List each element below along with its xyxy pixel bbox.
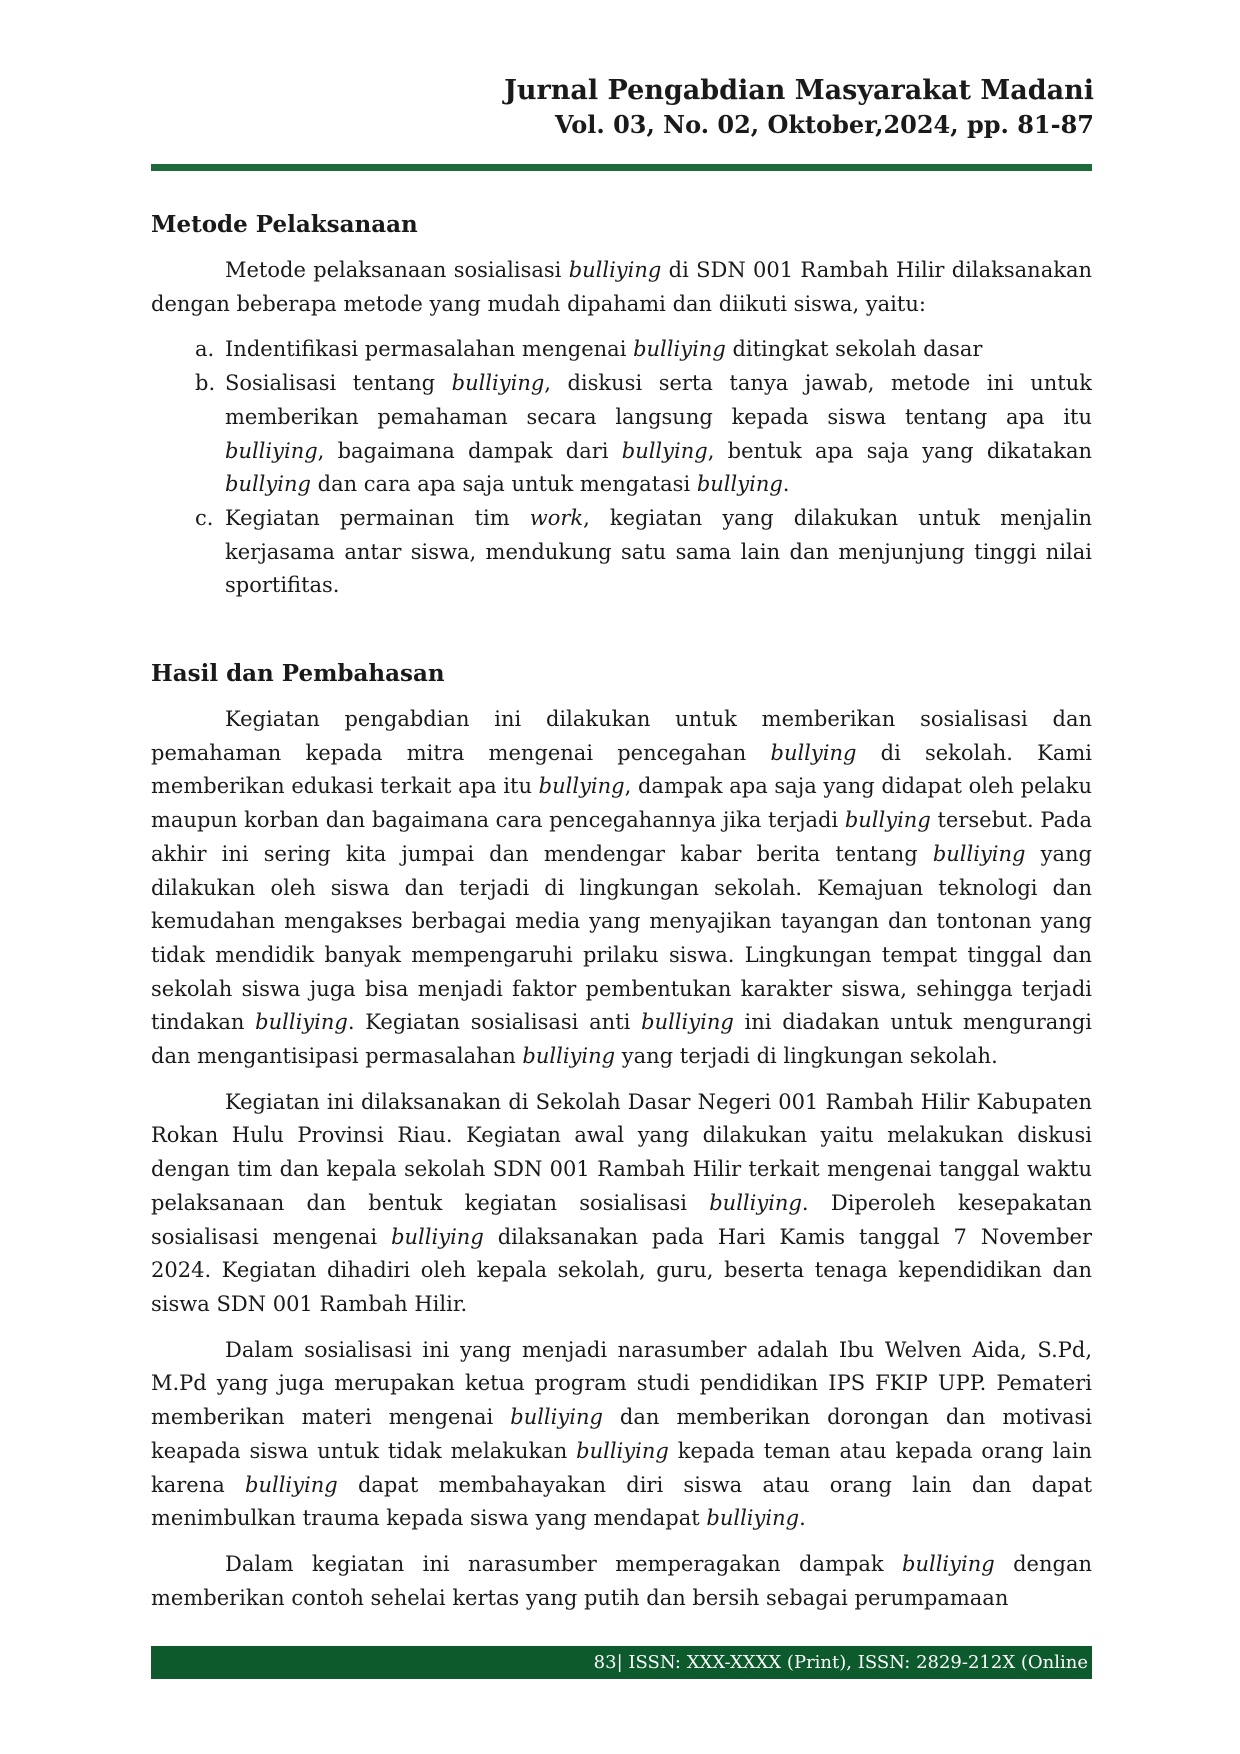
list-marker: b. <box>195 371 216 396</box>
list-item <box>151 502 1092 603</box>
metode-intro-paragraph: Metode pelaksanaan sosialisasi bulliying di SDN 001 Rambah Hilir dilaksanakan dengan beberapa metode yang mudah dipahami dan diikuti siswa, yaitu: <box>151 258 1092 316</box>
list-item <box>151 367 1092 502</box>
hasil-paragraph: Dalam sosialisasi ini yang menjadi narasumber adalah Ibu Welven Aida, S.Pd, M.Pd yang juga merupakan ketua program studi pendidikan IPS FKIP UPP. Pemateri memberikan materi mengenai bulliying dan memberikan dorongan dan motivasi keapada siswa untuk tidak melakukan bulliying kepada teman atau kepada orang lain karena bulliying dapat membahayakan diri siswa atau orang lain dan dapat menimbulkan trauma kepada siswa yang mendapat bulliying. <box>151 1337 1093 1531</box>
hasil-paragraph: Kegiatan pengabdian ini dilakukan untuk memberikan sosialisasi dan pemahaman kepada mitra mengenai pencegahan bullying di sekolah. Kami memberikan edukasi terkait apa itu bullying, dampak apa saja yang didapat oleh pelaku maupun korban dan bagaimana cara pencegahannya jika terjadi bullying tersebut. Pada akhir ini sering kita jumpai dan mendengar kabar berita tentang bulliying yang dilakukan oleh siswa dan terjadi di lingkungan sekolah. Kemajuan teknologi dan kemudahan mengakses berbagai media yang menyajikan tayangan dan tontonan yang tidak mendidik banyak mempengaruhi prilaku siswa. Lingkungan tempat tinggal dan sekolah siswa juga bisa menjadi faktor pembentukan karakter siswa, sehingga terjadi tindakan bulliying. Kegiatan sosialisasi anti bulliying ini diadakan untuk mengurangi dan mengantisipasi permasalahan bulliying yang terjadi di lingkungan sekolah. <box>151 707 1093 1069</box>
hasil-paragraph: Kegiatan ini dilaksanakan di Sekolah Dasar Negeri 001 Rambah Hilir Kabupaten Rokan Hulu Provinsi Riau. Kegiatan awal yang dilakukan yaitu melakukan diskusi dengan tim dan kepala sekolah SDN 001 Rambah Hilir terkait mengenai tanggal waktu pelaksanaan dan bentuk kegiatan sosialisasi bulliying. Diperoleh kesepakatan sosialisasi mengenai bulliying dilaksanakan pada Hari Kamis tanggal 7 November 2024. Kegiatan dihadiri oleh kepala sekolah, guru, beserta tenaga kependidikan dan siswa SDN 001 Rambah Hilir. <box>151 1089 1092 1316</box>
hasil-paragraph: Dalam kegiatan ini narasumber memperagakan dampak bulliying dengan memberikan contoh sehelai kertas yang putih dan bersih sebagai perumpamaan <box>151 1551 1092 1610</box>
journal-header <box>504 74 1094 142</box>
page-footer <box>151 1646 1092 1679</box>
list-marker: a. <box>195 337 215 362</box>
footer-text: 83| ISSN: XXX-XXXX (Print), ISSN: 2829-212X (Online <box>593 1652 1088 1673</box>
metode-list <box>151 333 1092 603</box>
journal-title: Jurnal Pengabdian Masyarakat Madani <box>504 75 1094 106</box>
list-item <box>151 333 1092 367</box>
list-item-text: Sosialisasi tentang bulliying, diskusi serta tanya jawab, metode ini untuk memberikan pemahaman secara langsung kepada siswa tentang apa itu bulliying, bagaimana dampak dari bullying, bentuk apa saja yang dikatakan bullying dan cara apa saja untuk mengatasi bullying. <box>225 371 1092 497</box>
journal-volume: Vol. 03, No. 02, Oktober,2024, pp. 81-87 <box>554 110 1094 139</box>
page-body <box>151 208 1092 1615</box>
section-title-hasil: Hasil dan Pembahasan <box>151 660 445 688</box>
list-marker: c. <box>195 505 214 530</box>
list-item-text: Kegiatan permainan tim work, kegiatan yang dilakukan untuk menjalin kerjasama antar siswa, mendukung satu sama lain dan menjunjung tinggi nilai sportifitas. <box>225 505 1092 598</box>
list-item-text: Indentifikasi permasalahan mengenai bulliying ditingkat sekolah dasar <box>225 337 983 362</box>
header-divider <box>151 164 1092 171</box>
section-title-metode: Metode Pelaksanaan <box>151 211 418 238</box>
